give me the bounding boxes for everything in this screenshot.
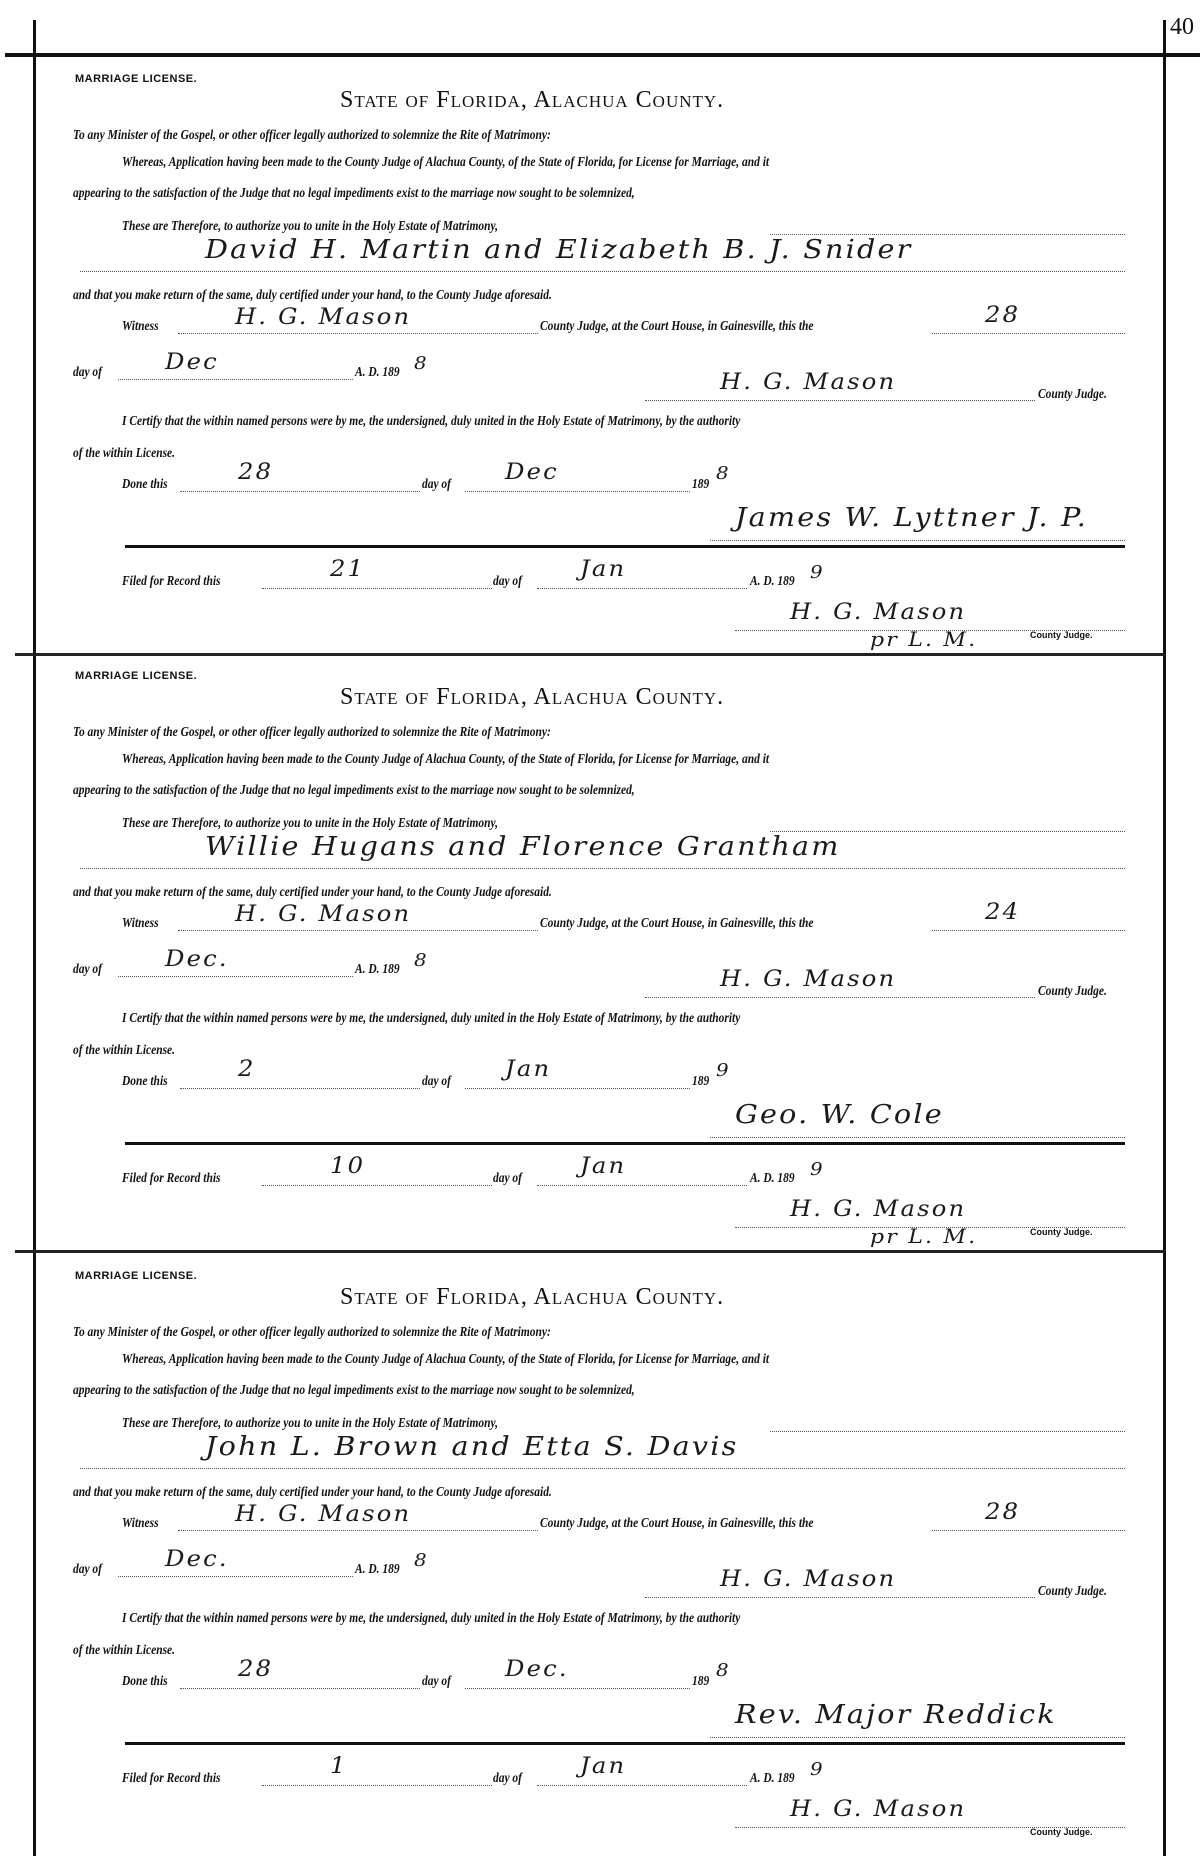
dotted-line — [537, 588, 747, 589]
officiant-signature: Geo. W. Cole — [735, 1100, 944, 1130]
court-house-line: County Judge, at the Court House, in Gainesville, this the — [540, 318, 814, 333]
done-this-label: Done this — [122, 1673, 168, 1688]
day-of-label: day of — [73, 1561, 103, 1576]
couple-names: John L. Brown and Etta S. Davis — [205, 1432, 739, 1462]
county-judge-small-label: County Judge. — [1030, 1827, 1093, 1837]
dotted-line — [645, 400, 1035, 401]
issue-day: 28 — [985, 1500, 1021, 1525]
within-license-line: of the within License. — [73, 445, 176, 460]
dotted-line — [178, 333, 538, 334]
day-of-label: day of — [493, 1170, 523, 1185]
within-license-line: of the within License. — [73, 1042, 176, 1057]
filed-month: Jan — [580, 1754, 627, 1779]
filed-ad-label: A. D. 189 — [750, 1170, 795, 1185]
filed-ad-label: A. D. 189 — [750, 573, 795, 588]
court-house-line: County Judge, at the Court House, in Gainesville, this the — [540, 915, 814, 930]
appearing-line: appearing to the satisfaction of the Judge that no legal impediments exist to the marriage now sought to be solemnized, — [73, 185, 635, 200]
county-judge-label: County Judge. — [1038, 386, 1107, 401]
dotted-line — [178, 930, 538, 931]
certify-line: I Certify that the within named persons were by me, the undersigned, duly united in the Holy Estate of Matrimony, by the authority — [122, 1610, 741, 1625]
dotted-line — [80, 271, 1125, 272]
county-judge-label: County Judge. — [1038, 983, 1107, 998]
dotted-line — [262, 1185, 492, 1186]
filed-day: 21 — [330, 557, 366, 582]
marriage-license-record — [0, 1252, 1200, 1852]
day-of-label: day of — [422, 1073, 452, 1088]
dotted-line — [645, 1597, 1035, 1598]
dotted-line — [465, 491, 690, 492]
filed-signature: H. G. Mason — [790, 1197, 967, 1222]
marriage-license-label: MARRIAGE LICENSE. — [75, 73, 198, 85]
license-title: State of Florida, Alachua County. — [340, 684, 725, 710]
whereas-line: Whereas, Application having been made to the County Judge of Alachua County, of the State of Florida, for License for Marriage, and it — [122, 751, 770, 766]
dotted-line — [537, 1185, 747, 1186]
judge-signature: H. G. Mason — [720, 370, 897, 395]
filed-day: 10 — [330, 1154, 366, 1179]
dotted-line — [932, 333, 1125, 334]
certify-line: I Certify that the within named persons were by me, the undersigned, duly united in the Holy Estate of Matrimony, by the authority — [122, 1010, 741, 1025]
filed-by-initials: pr L. M. — [870, 627, 978, 651]
return-line: and that you make return of the same, duly certified under your hand, to the County Judge aforesaid. — [73, 1484, 552, 1499]
dotted-line — [180, 491, 420, 492]
done-day: 2 — [238, 1057, 256, 1082]
officiant-signature: James W. Lyttner J. P. — [735, 503, 1089, 533]
filed-signature: H. G. Mason — [790, 600, 967, 625]
appearing-line: appearing to the satisfaction of the Judge that no legal impediments exist to the marriage now sought to be solemnized, — [73, 782, 635, 797]
issue-year-digit: 8 — [414, 1550, 429, 1571]
filed-label: Filed for Record this — [122, 573, 221, 588]
done-this-label: Done this — [122, 1073, 168, 1088]
judge-signature: H. G. Mason — [720, 967, 897, 992]
filed-month: Jan — [580, 557, 627, 582]
dotted-line — [710, 1737, 1125, 1738]
county-judge-small-label: County Judge. — [1030, 1227, 1093, 1237]
ad-label: A. D. 189 — [355, 1561, 400, 1576]
certify-line: I Certify that the within named persons were by me, the undersigned, duly united in the Holy Estate of Matrimony, by the authority — [122, 413, 741, 428]
dotted-line — [80, 1468, 1125, 1469]
dotted-line — [932, 1530, 1125, 1531]
filed-by-initials: pr L. M. — [870, 1224, 978, 1248]
marriage-license-label: MARRIAGE LICENSE. — [75, 670, 198, 682]
day-of-label: day of — [493, 573, 523, 588]
filed-month: Jan — [580, 1154, 627, 1179]
done-year-digit: 8 — [716, 1660, 731, 1681]
done-day: 28 — [238, 460, 274, 485]
section-rule — [125, 1742, 1125, 1745]
judge-signature: H. G. Mason — [720, 1567, 897, 1592]
dotted-line — [118, 1576, 353, 1577]
done-year-digit: 9 — [716, 1060, 731, 1081]
whereas-line: Whereas, Application having been made to the County Judge of Alachua County, of the State of Florida, for License for Marriage, and it — [122, 1351, 770, 1366]
dotted-line — [178, 1530, 538, 1531]
dotted-line — [932, 930, 1125, 931]
issue-day: 24 — [985, 900, 1021, 925]
page-number: 40 — [1170, 14, 1194, 40]
dotted-line — [770, 1431, 1125, 1432]
filed-signature: H. G. Mason — [790, 1797, 967, 1822]
authorize-line: These are Therefore, to authorize you to unite in the Holy Estate of Matrimony, — [122, 815, 499, 830]
dotted-line — [118, 976, 353, 977]
whereas-line: Whereas, Application having been made to the County Judge of Alachua County, of the State of Florida, for License for Marriage, and it — [122, 154, 770, 169]
filed-year-digit: 9 — [810, 562, 825, 583]
issue-day: 28 — [985, 303, 1021, 328]
address-line: To any Minister of the Gospel, or other officer legally authorized to solemnize the Rite of Matrimony: — [73, 127, 551, 142]
witness-name: H. G. Mason — [235, 902, 412, 927]
done-year-prefix: 189 — [692, 1673, 710, 1688]
witness-label: Witness — [122, 1515, 159, 1530]
couple-names: David H. Martin and Elizabeth B. J. Snider — [205, 235, 913, 265]
done-month: Jan — [505, 1057, 552, 1082]
filed-year-digit: 9 — [810, 1759, 825, 1780]
dotted-line — [465, 1688, 690, 1689]
witness-label: Witness — [122, 318, 159, 333]
dotted-line — [262, 588, 492, 589]
day-of-label: day of — [422, 1673, 452, 1688]
issue-year-digit: 8 — [414, 353, 429, 374]
dotted-line — [710, 1137, 1125, 1138]
done-year-prefix: 189 — [692, 476, 710, 491]
license-title: State of Florida, Alachua County. — [340, 87, 725, 113]
dotted-line — [537, 1785, 747, 1786]
dotted-line — [80, 868, 1125, 869]
court-house-line: County Judge, at the Court House, in Gainesville, this the — [540, 1515, 814, 1530]
address-line: To any Minister of the Gospel, or other officer legally authorized to solemnize the Rite of Matrimony: — [73, 724, 551, 739]
dotted-line — [180, 1688, 420, 1689]
day-of-label: day of — [73, 961, 103, 976]
dotted-line — [645, 997, 1035, 998]
filed-day: 1 — [330, 1754, 348, 1779]
issue-month: Dec. — [165, 947, 229, 972]
dotted-line — [710, 540, 1125, 541]
appearing-line: appearing to the satisfaction of the Judge that no legal impediments exist to the marriage now sought to be solemnized, — [73, 1382, 635, 1397]
ad-label: A. D. 189 — [355, 961, 400, 976]
done-month: Dec. — [505, 1657, 569, 1682]
marriage-license-label: MARRIAGE LICENSE. — [75, 1270, 198, 1282]
dotted-line — [465, 1088, 690, 1089]
dotted-line — [262, 1785, 492, 1786]
return-line: and that you make return of the same, duly certified under your hand, to the County Judge aforesaid. — [73, 287, 552, 302]
section-rule — [125, 545, 1125, 548]
marriage-license-record — [0, 652, 1200, 1252]
dotted-line — [180, 1088, 420, 1089]
day-of-label: day of — [73, 364, 103, 379]
ad-label: A. D. 189 — [355, 364, 400, 379]
witness-label: Witness — [122, 915, 159, 930]
authorize-line: These are Therefore, to authorize you to unite in the Holy Estate of Matrimony, — [122, 218, 499, 233]
return-line: and that you make return of the same, duly certified under your hand, to the County Judge aforesaid. — [73, 884, 552, 899]
license-title: State of Florida, Alachua County. — [340, 1284, 725, 1310]
issue-year-digit: 8 — [414, 950, 429, 971]
within-license-line: of the within License. — [73, 1642, 176, 1657]
officiant-signature: Rev. Major Reddick — [735, 1700, 1057, 1730]
done-year-digit: 8 — [716, 463, 731, 484]
issue-month: Dec. — [165, 1547, 229, 1572]
done-day: 28 — [238, 1657, 274, 1682]
dotted-line — [118, 379, 353, 380]
county-judge-small-label: County Judge. — [1030, 630, 1093, 640]
county-judge-label: County Judge. — [1038, 1583, 1107, 1598]
day-of-label: day of — [422, 476, 452, 491]
issue-month: Dec — [165, 350, 219, 375]
section-rule — [125, 1142, 1125, 1145]
couple-names: Willie Hugans and Florence Grantham — [205, 832, 841, 862]
filed-ad-label: A. D. 189 — [750, 1770, 795, 1785]
marriage-license-record — [0, 55, 1200, 655]
address-line: To any Minister of the Gospel, or other officer legally authorized to solemnize the Rite of Matrimony: — [73, 1324, 551, 1339]
filed-year-digit: 9 — [810, 1159, 825, 1180]
day-of-label: day of — [493, 1770, 523, 1785]
done-this-label: Done this — [122, 476, 168, 491]
done-year-prefix: 189 — [692, 1073, 710, 1088]
authorize-line: These are Therefore, to authorize you to unite in the Holy Estate of Matrimony, — [122, 1415, 499, 1430]
filed-label: Filed for Record this — [122, 1170, 221, 1185]
witness-name: H. G. Mason — [235, 1502, 412, 1527]
witness-name: H. G. Mason — [235, 305, 412, 330]
filed-label: Filed for Record this — [122, 1770, 221, 1785]
done-month: Dec — [505, 460, 559, 485]
